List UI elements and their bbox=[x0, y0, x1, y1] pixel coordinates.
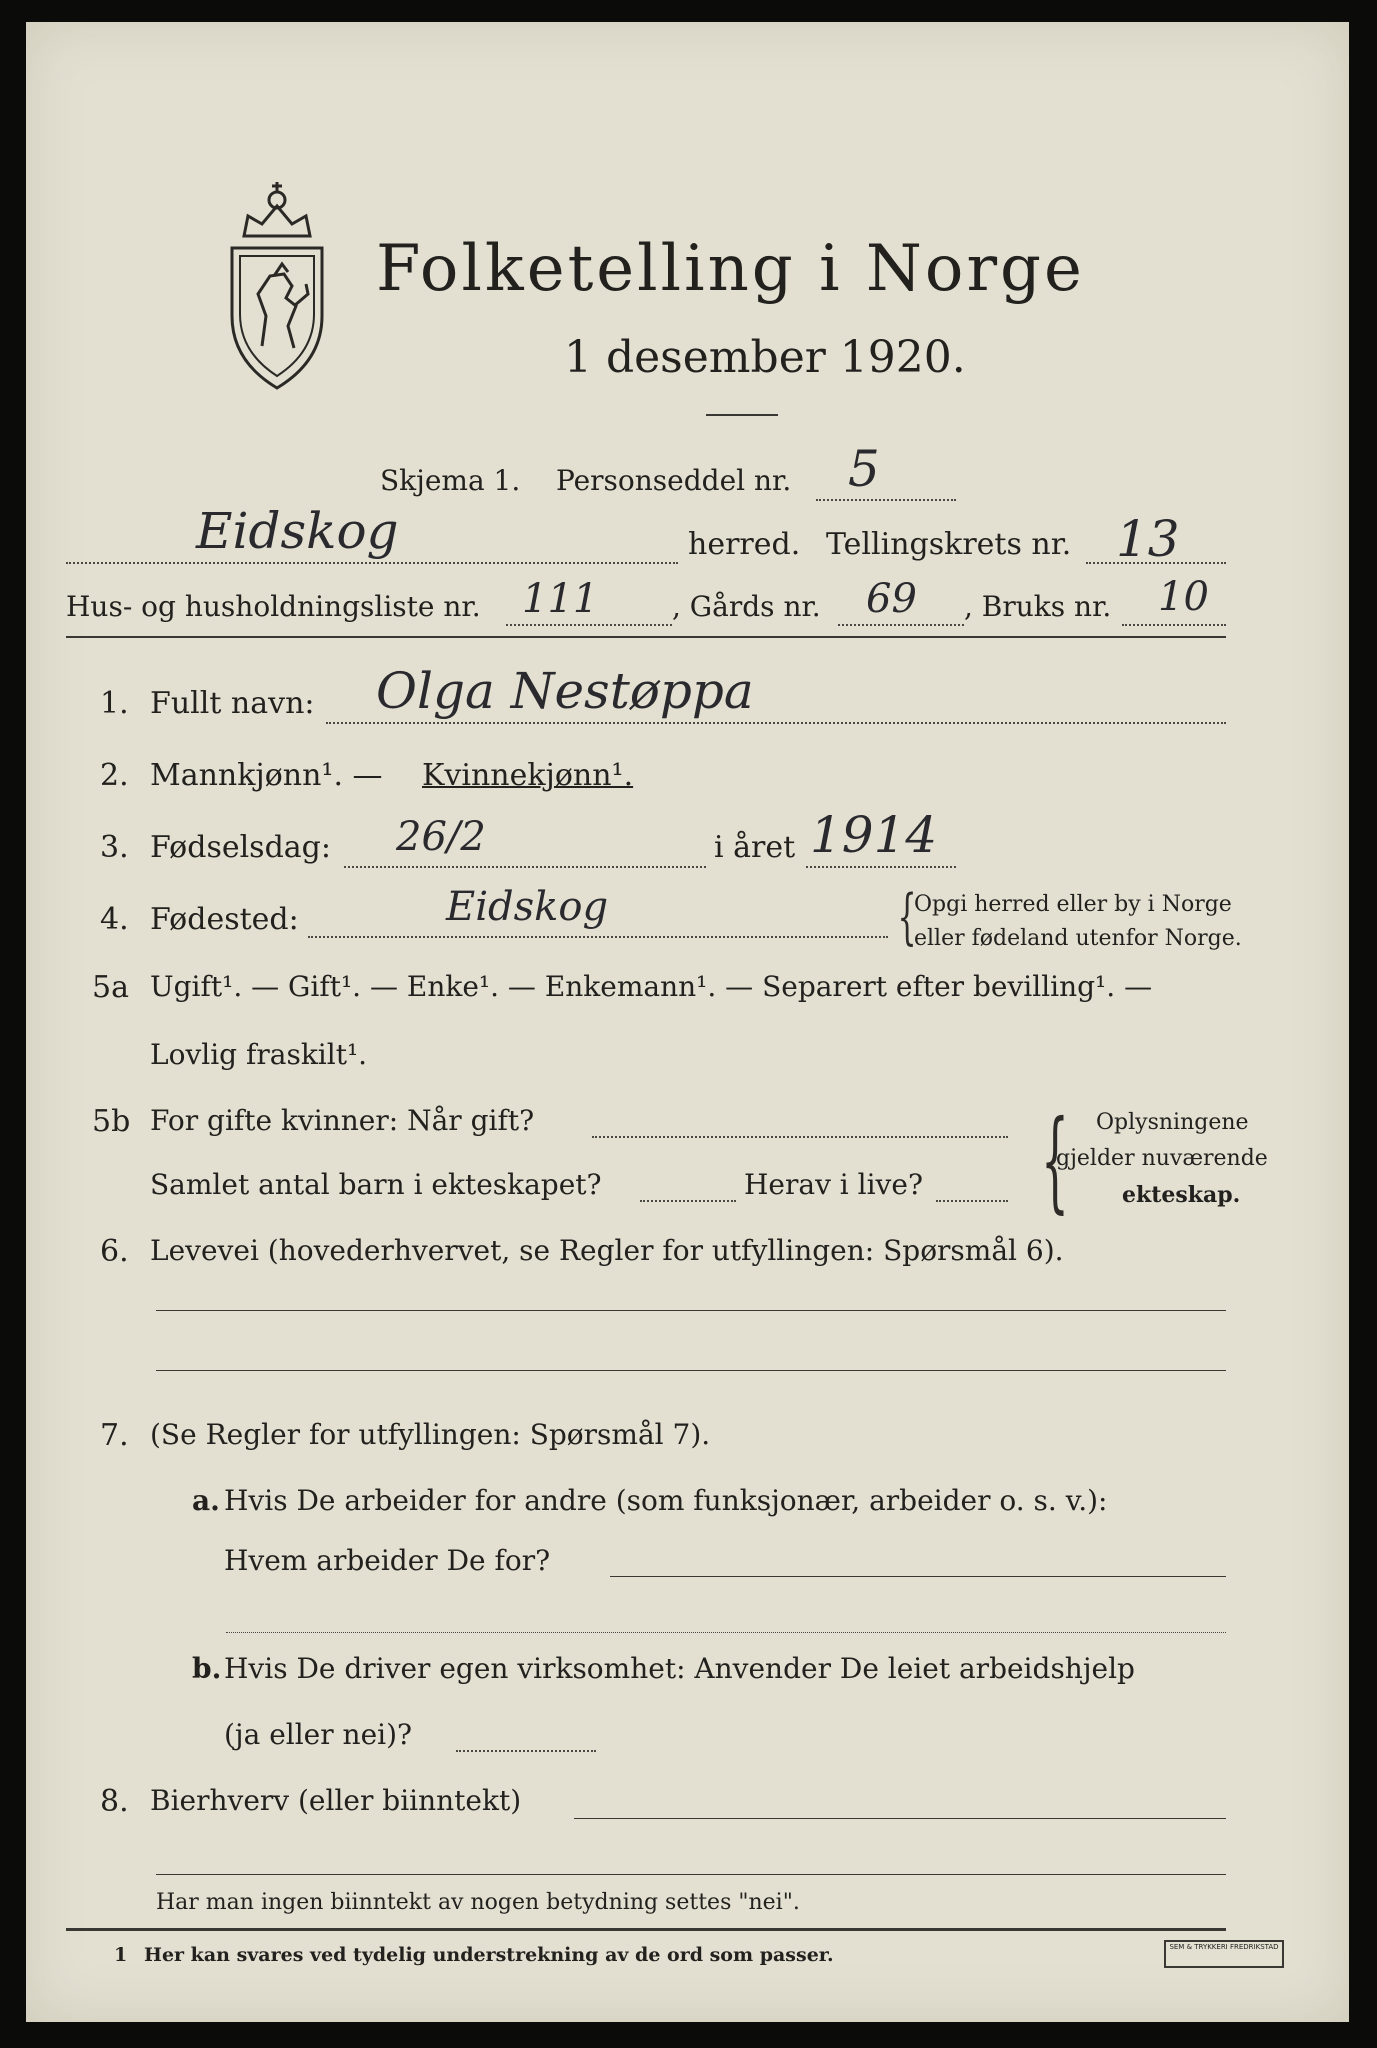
q3-year-label: i året bbox=[714, 830, 796, 865]
q5b-note-1: Oplysningene bbox=[1096, 1110, 1249, 1135]
printer-stamp: SEM & TRYKKERI FREDRIKSTAD bbox=[1164, 1940, 1284, 1968]
form-title: Folketelling i Norge bbox=[376, 232, 1085, 306]
mannkjonn-option[interactable]: Mannkjønn¹. — bbox=[150, 758, 383, 793]
q5b-children-label: Samlet antal barn i ekteskapet? bbox=[150, 1168, 602, 1201]
herred-value[interactable]: Eidskog bbox=[196, 502, 399, 560]
q5b-note-2: gjelder nuværende bbox=[1056, 1146, 1268, 1171]
q8-number: 8. bbox=[100, 1784, 129, 1819]
children-alive-field[interactable] bbox=[936, 1200, 1008, 1202]
tellingskrets-label: Tellingskrets nr. bbox=[826, 527, 1072, 562]
q7a-text-2: Hvem arbeider De for? bbox=[224, 1544, 551, 1577]
side-income-field[interactable] bbox=[574, 1818, 1226, 1819]
husliste-value[interactable]: 111 bbox=[522, 576, 599, 622]
gards-value[interactable]: 69 bbox=[866, 576, 917, 622]
q7b-number: b. bbox=[192, 1652, 222, 1685]
q3-label: Fødselsdag: bbox=[150, 830, 331, 865]
q1-label: Fullt navn: bbox=[150, 686, 315, 721]
footnote-text: Her kan svares ved tydelig understrekning av de ord som passer. bbox=[144, 1944, 834, 1966]
side-income-field-2[interactable] bbox=[156, 1874, 1226, 1875]
bruks-label: , Bruks nr. bbox=[964, 590, 1112, 623]
tellingskrets-value[interactable]: 13 bbox=[1116, 510, 1180, 568]
divider bbox=[706, 414, 778, 416]
occupation-line-2[interactable] bbox=[156, 1370, 1226, 1371]
birth-year-value[interactable]: 1914 bbox=[810, 806, 938, 864]
occupation-line-1[interactable] bbox=[156, 1310, 1226, 1311]
kvinnekjonn-option[interactable]: Kvinnekjønn¹. bbox=[422, 758, 634, 793]
personseddel-label: Personseddel nr. bbox=[556, 464, 792, 497]
q7a-text: Hvis De arbeider for andre (som funksjonær, arbeider o. s. v.): bbox=[224, 1484, 1108, 1517]
census-date: 1 desember 1920. bbox=[564, 332, 966, 383]
q5b-line1: For gifte kvinner: Når gift? bbox=[150, 1104, 535, 1137]
q4-note-1: Opgi herred eller by i Norge bbox=[914, 892, 1232, 917]
birth-date-value[interactable]: 26/2 bbox=[396, 814, 486, 860]
married-date-field[interactable] bbox=[592, 1136, 1008, 1138]
hired-help-field[interactable] bbox=[456, 1750, 596, 1752]
section-divider bbox=[66, 636, 1226, 638]
q5b-note-3: ekteskap. bbox=[1122, 1182, 1241, 1208]
full-name-value[interactable]: Olga Nestøppa bbox=[376, 662, 754, 720]
q6-text: Levevei (hovederhvervet, se Regler for utfyllingen: Spørsmål 6). bbox=[150, 1234, 1064, 1267]
q7-number: 7. bbox=[100, 1418, 129, 1453]
q5a-number: 5a bbox=[92, 970, 129, 1005]
q5b-number: 5b bbox=[92, 1104, 131, 1139]
census-form: Folketelling i Norge 1 desember 1920. Skjema 1. Personseddel nr. 5 Eidskog herred. Tellingskrets nr. 13 Hus- og husholdningsliste nr. 111 , Gårds nr. 69 , Bruks nr. 10 1. Fullt navn: Olga Nestøppa 2. Mannkjønn¹. — Kvinnekjønn¹. 3. Fødselsdag: 26/2 i året 1914 4. Fødested: Eidskog { Opgi herred eller by i Norge eller fødeland utenfor Norge. 5a Ugift¹. — Gift¹. — Enke¹. — Enkemann¹. — Separert efter bevilling¹. — Lovlig fraskilt¹. 5b For gifte kvinner: Når gift? Samlet antal barn i ekteskapet? Herav i live? { Oplysningene gjelder nuværende ekteskap. 6. Levevei (hovederhvervet, se Regler for utfyllingen: Spørsmål 6). 7. (Se Regler for utfyllingen: Spørsmål 7). a. Hvis De arbeider for andre (som funksjonær, arbeider o. s. v.): Hvem arbeider De for? b. Hvis De driver egen virksomhet: Anvender De leiet arbeidshjelp (ja eller nei)? 8. Bierhverv (eller biinntekt) Har man ingen biinntekt av nogen betydning settes "nei". 1 Her kan svares ved tydelig understrekning av de ord som passer. SEM & TRYKKERI FREDRIKSTAD bbox=[26, 22, 1349, 2022]
bruks-value[interactable]: 10 bbox=[1158, 574, 1209, 620]
birthplace-value[interactable]: Eidskog bbox=[446, 884, 609, 930]
q8-note: Har man ingen biinntekt av nogen betydning settes "nei". bbox=[156, 1890, 800, 1915]
q6-number: 6. bbox=[100, 1234, 129, 1269]
q5b-alive-label: Herav i live? bbox=[744, 1168, 923, 1201]
q4-number: 4. bbox=[100, 902, 129, 937]
q7-text: (Se Regler for utfyllingen: Spørsmål 7). bbox=[150, 1418, 711, 1451]
q1-number: 1. bbox=[100, 686, 129, 721]
personseddel-value[interactable]: 5 bbox=[848, 440, 880, 498]
q3-number: 3. bbox=[100, 830, 129, 865]
skjema-label: Skjema 1. bbox=[380, 464, 521, 497]
q7b-text-2: (ja eller nei)? bbox=[224, 1718, 413, 1751]
q2-number: 2. bbox=[100, 758, 129, 793]
q4-label: Fødested: bbox=[150, 902, 299, 937]
q7a-number: a. bbox=[192, 1484, 220, 1517]
employer-field[interactable] bbox=[610, 1576, 1226, 1577]
fraskilt-option[interactable]: Lovlig fraskilt¹. bbox=[150, 1038, 368, 1071]
q4-note-2: eller fødeland utenfor Norge. bbox=[914, 926, 1242, 951]
norway-coat-of-arms-icon bbox=[222, 176, 332, 396]
children-count-field[interactable] bbox=[640, 1200, 736, 1202]
civil-status-options[interactable]: Ugift¹. — Gift¹. — Enke¹. — Enkemann¹. — Separert efter bevilling¹. — bbox=[150, 970, 1153, 1003]
husliste-label: Hus- og husholdningsliste nr. bbox=[66, 590, 481, 623]
q7b-text: Hvis De driver egen virksomhet: Anvender De leiet arbeidshjelp bbox=[224, 1652, 1135, 1685]
herred-label: herred. bbox=[688, 527, 801, 562]
q8-text: Bierhverv (eller biinntekt) bbox=[150, 1784, 522, 1817]
footnote-mark: 1 bbox=[114, 1944, 128, 1966]
employer-field-2[interactable] bbox=[226, 1632, 1226, 1633]
footer-divider bbox=[66, 1928, 1226, 1931]
gards-label: , Gårds nr. bbox=[672, 590, 821, 623]
